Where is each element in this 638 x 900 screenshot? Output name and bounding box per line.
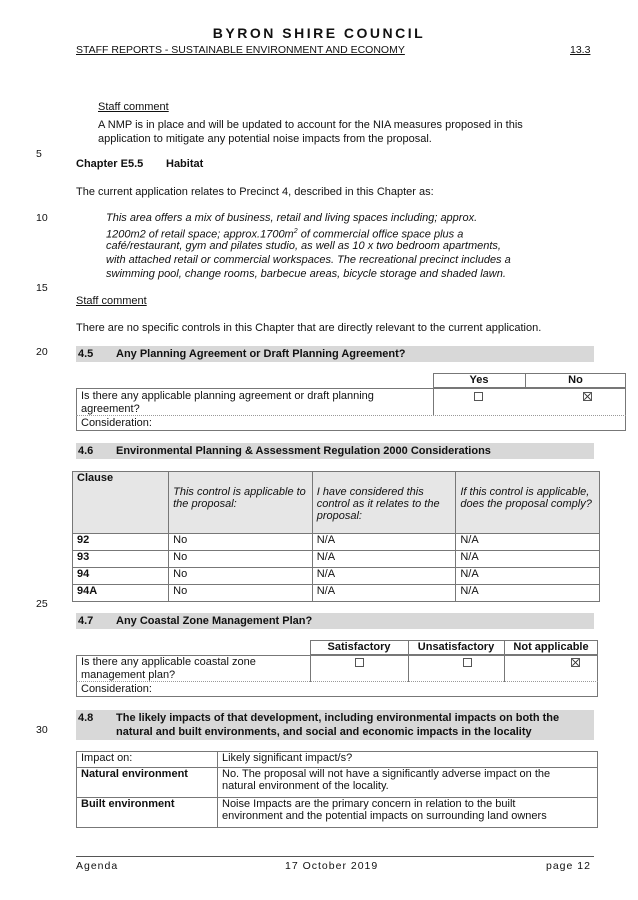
staff-comment-text: There are no specific controls in this Chapter that are directly relevant to the current application.: [76, 322, 542, 334]
impact-header: Impact on:: [77, 752, 218, 768]
staff-comment-text: A NMP is in place and will be updated to account for the NIA measures proposed in this: [98, 119, 523, 131]
clause-header: Clause: [73, 472, 169, 534]
chapter-number: Chapter E5.5: [76, 158, 144, 170]
table-row: 92 No N/A N/A: [73, 534, 600, 551]
yes-checkbox[interactable]: [474, 392, 483, 401]
consideration-label: Consideration:: [81, 417, 152, 429]
section-heading-4-6: 4.6 Environmental Planning & Assessment Regulation 2000 Considerations: [76, 443, 594, 459]
quote-line: café/restaurant, gym and pilates studio, as well as 10 x two bedroom apartments,: [106, 240, 501, 252]
table-row: 93 No N/A N/A: [73, 551, 600, 568]
staff-comment-label: Staff comment: [98, 101, 169, 113]
impacts-table: [76, 751, 598, 828]
not-applicable-checkbox[interactable]: [571, 658, 580, 667]
considered-header: I have considered this control as it relates to the proposal:: [312, 472, 456, 534]
quote-line: with attached retail or commercial workspaces. The recreational precinct includes a: [106, 254, 511, 266]
line-number: 5: [36, 148, 42, 160]
yes-column-header: Yes: [469, 374, 489, 386]
line-number: 25: [36, 598, 48, 610]
unsatisfactory-checkbox[interactable]: [463, 658, 472, 667]
regulation-table: [72, 471, 600, 602]
item-number: 13.3: [570, 44, 591, 56]
quote-line: swimming pool, change rooms, barbecue areas, bicycle storage and shaded lawn.: [106, 268, 506, 280]
section-heading-4-8: 4.8 The likely impacts of that development, including environmental impacts on both the natural and built environments, and social and economic impacts in the locality: [76, 710, 594, 740]
council-name: BYRON SHIRE COUNCIL: [212, 25, 426, 41]
satisfactory-checkbox[interactable]: [355, 658, 364, 667]
table-row: 94A No N/A N/A: [73, 585, 600, 602]
section-heading-4-5: 4.5 Any Planning Agreement or Draft Planning Agreement?: [76, 346, 594, 362]
question-text: Is there any applicable coastal zone: [81, 656, 256, 668]
question-text: management plan?: [81, 669, 176, 681]
intro-paragraph: The current application relates to Precinct 4, described in this Chapter as:: [76, 186, 434, 198]
no-column-header: No: [568, 374, 583, 386]
applicable-header: This control is applicable to the proposal:: [169, 472, 313, 534]
staff-comment-label: Staff comment: [76, 295, 147, 307]
line-number: 30: [36, 724, 48, 736]
staff-comment-text: application to mitigate any potential noise impacts from the proposal.: [98, 133, 432, 145]
table-row: Natural environment No. The proposal will not have a significantly adverse impact on the natural environment of the locality.: [77, 768, 598, 798]
footer-divider: [76, 856, 594, 857]
question-text: Is there any applicable planning agreement or draft planning: [81, 390, 374, 402]
coastal-plan-table: [76, 640, 598, 697]
footer-agenda: Agenda: [76, 860, 119, 872]
unsatisfactory-header: Unsatisfactory: [417, 641, 495, 653]
planning-agreement-table: [76, 373, 626, 431]
chapter-title: Habitat: [166, 158, 204, 170]
not-applicable-header: Not applicable: [513, 641, 589, 653]
satisfactory-header: Satisfactory: [327, 641, 391, 653]
line-number: 20: [36, 346, 48, 358]
section-heading-4-7: 4.7 Any Coastal Zone Management Plan?: [76, 613, 594, 629]
consideration-label: Consideration:: [81, 683, 152, 695]
no-checkbox[interactable]: [583, 392, 592, 401]
table-row: Built environment Noise Impacts are the primary concern in relation to the built environment and the potential impacts on surrounding land owners: [77, 798, 598, 828]
footer-date: 17 October 2019: [285, 860, 379, 872]
table-row: 94 No N/A N/A: [73, 568, 600, 585]
line-number: 10: [36, 212, 48, 224]
report-section: STAFF REPORTS - SUSTAINABLE ENVIRONMENT AND ECONOMY: [76, 44, 405, 56]
question-text: agreement?: [81, 403, 140, 415]
quote-line: 1200m2 of retail space; $approx.1700m^2$ of commercial office space plus a: [106, 228, 464, 241]
line-number: 15: [36, 282, 48, 294]
footer-page: page 12: [546, 860, 591, 872]
comply-header: If this control is applicable, does the proposal comply?: [456, 472, 600, 534]
quote-line: This area offers a mix of business, retail and living spaces including; approx.: [106, 212, 478, 224]
likely-impact-header: Likely significant impact/s?: [218, 752, 598, 768]
